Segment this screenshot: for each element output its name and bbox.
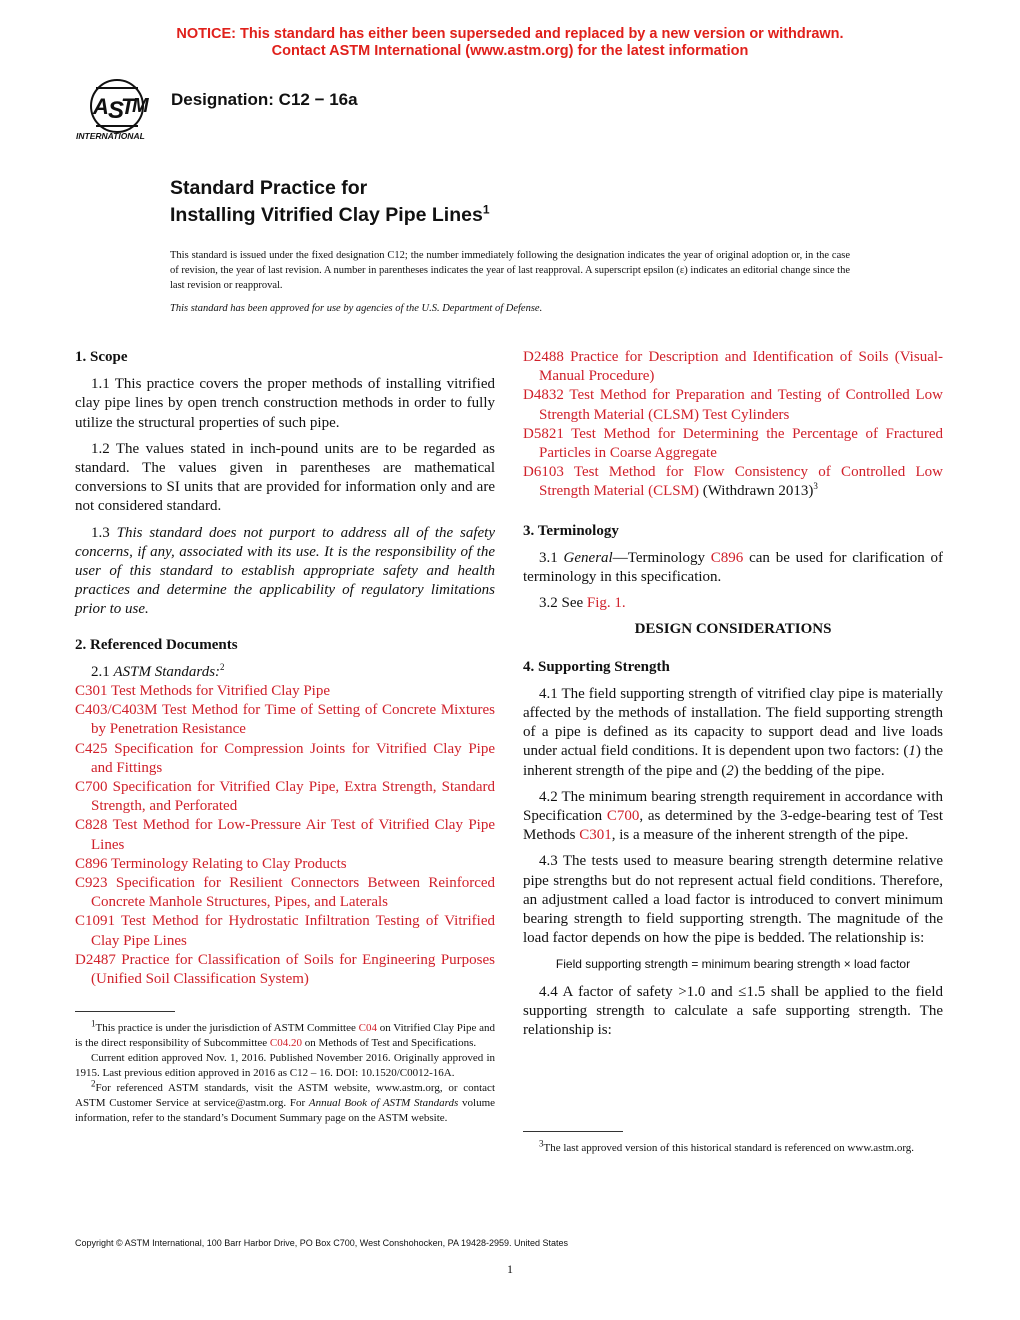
reference-item[interactable]: C700 Specification for Vitrified Clay Pipe, Extra Strength, Standard Strength, and Perforated (75, 779, 495, 815)
right-column (523, 348, 943, 1047)
astm-logo (74, 76, 160, 142)
svg-text:S: S (108, 97, 125, 124)
page-number: 1 (507, 1262, 513, 1276)
title-footnote-marker: 1 (482, 202, 490, 217)
notice-line-2: Contact ASTM International (www.astm.org) for the latest information (271, 43, 749, 59)
reference-item[interactable]: D5821 Test Method for Determining the Percentage of Fractured Particles in Coarse Aggregate (523, 425, 943, 462)
reference-item[interactable]: C425 Specification for Compression Joints for Vitrified Clay Pipe and Fittings (75, 740, 495, 776)
issued-statement: This standard is issued under the fixed designation C12; the number immediately following the designation indicates the year of original adoption or, in the case of revision, the year of last revision. A number in parentheses indicates the year of last reapproval. A superscript epsilon (ε) indicates an editorial change since the last revision or reapproval. (170, 250, 850, 291)
para-4-2: 4.2 The minimum bearing strength requirement in accordance with Specification C700, as determined by the 3-edge-bearing test of Test Methods C301, is a measure of the inherent strength of the pipe. (523, 788, 943, 844)
para-2-1: 2.1 ASTM Standards:$^2$ (91, 661, 225, 680)
svg-text:INTERNATIONAL: INTERNATIONAL (76, 131, 145, 141)
footnote-1: $^1$This practice is under the jurisdiction of ASTM Committee C04 on Vitrified Clay Pipe and is the direct responsibility of Subcommittee C04.20 on Methods of Test and Specifications. (75, 1018, 495, 1049)
title-line-1: Standard Practice for (170, 177, 368, 199)
svg-text:T: T (121, 94, 135, 119)
footnote-1-edition: Current edition approved Nov. 1, 2016. Published November 2016. Originally approved in 1915. Last previous edition approved in 2016 as C12 – 16. DOI: 10.1520/C0012-16A. (75, 1052, 495, 1079)
footnote-3: $^3$The last approved version of this historical standard is referenced on www.astm.org. (539, 1138, 915, 1154)
load-factor-formula: Field supporting strength = minimum bearing strength × load factor (555, 957, 911, 972)
reference-item[interactable]: C301 Test Methods for Vitrified Clay Pipe (75, 683, 330, 700)
link-c04-20[interactable]: C04.20 (269, 1037, 303, 1049)
reference-item[interactable]: D4832 Test Method for Preparation and Testing of Controlled Low Strength Material (CLSM) Test Cylinders (523, 387, 943, 423)
section-1-heading: 1. Scope (75, 349, 128, 365)
reference-item[interactable]: C923 Specification for Resilient Connectors Between Reinforced Concrete Manhole Structures, Pipes, and Laterals (75, 875, 496, 911)
link-c301[interactable]: C301 (579, 827, 612, 844)
superseded-notice (0, 26, 1020, 60)
copyright-line: Copyright © ASTM International, 100 Barr Harbor Drive, PO Box C700, West Conshohocken, PA 19428-2959. United States (75, 1238, 569, 1248)
reference-item[interactable]: C1091 Test Method for Hydrostatic Infiltration Testing of Vitrified Clay Pipe Lines (75, 913, 496, 949)
para-4-1: 4.1 The field supporting strength of vitrified clay pipe is materially affected by the methods of installation. The field supporting strength of a pipe is defined as its capacity to support dead and live loads under actual field conditions. It is dependent upon two factors: (1) the inherent strength of the pipe and (2) the bedding of the pipe. (523, 685, 943, 779)
para-4-3: 4.3 The tests used to measure bearing strength determine relative pipe strengths but do not represent actual field conditions. Therefore, an adjustment called a load factor is introduced to convert minimum bearing strength to field supporting strength. The magnitude of the load factor depends on how the pipe is bedded. The relationship is: (523, 853, 943, 947)
para-3-1: 3.1 General—Terminology C896 can be used for clarification of terminology in this specification. (523, 549, 943, 586)
designation: Designation: C12 − 16a (171, 90, 358, 109)
svg-text:M: M (132, 95, 149, 117)
para-1-2: 1.2 The values stated in inch-pound units are to be regarded as standard. The values given in parentheses are mathematical conversions to SI units that are provided for information only and are not considered standard. (75, 440, 495, 515)
section-2-heading: 2. Referenced Documents (75, 636, 238, 653)
footnotes-left (75, 1018, 496, 1126)
reference-list-continued (523, 348, 943, 502)
reference-item[interactable]: C403/C403M Test Method for Time of Setting of Concrete Mixtures by Penetration Resistance (75, 702, 495, 738)
footnote-2: $^2$For referenced ASTM standards, visit the ASTM website, www.astm.org, or contact ASTM Customer Service at service@astm.org. For Annual Book of ASTM Standards volume information, refer to the standard’s Document Summary page on the ASTM website. (75, 1078, 496, 1124)
reference-item[interactable]: C896 Terminology Relating to Clay Products (75, 855, 347, 872)
para-3-2: 3.2 See Fig. 1. (539, 595, 626, 612)
footnote-rule-right (523, 1131, 623, 1132)
para-1-3: 1.3 This standard does not purport to address all of the safety concerns, if any, associated with its use. It is the responsibility of the user of this standard to establish appropriate safety and health practices and determine the applicability of regulatory limitations prior to use. (75, 524, 496, 618)
footnote-rule-left (75, 1011, 175, 1012)
link-c700[interactable]: C700 (606, 808, 640, 825)
link-c896[interactable]: C896 (710, 549, 744, 566)
document-title (170, 175, 490, 229)
reference-item[interactable]: D2488 Practice for Description and Identification of Soils (Visual-Manual Procedure) (523, 349, 944, 385)
design-considerations-heading: DESIGN CONSIDERATIONS (634, 621, 832, 638)
dod-approval: This standard has been approved for use by agencies of the U.S. Department of Defense. (170, 303, 543, 314)
reference-list (75, 682, 495, 989)
link-c04[interactable]: C04 (358, 1022, 377, 1034)
para-4-4: 4.4 A factor of safety >1.0 and ≤1.5 shall be applied to the field supporting strength to calculate a safe supporting strength. The relationship is: (523, 983, 943, 1039)
notice-line-1: NOTICE: This standard has either been superseded and replaced by a new version or withdrawn. (176, 26, 844, 42)
reference-item[interactable]: C828 Test Method for Low-Pressure Air Test of Vitrified Clay Pipe Lines (75, 817, 496, 853)
reference-item[interactable]: D6103 Test Method for Flow Consistency of Controlled Low Strength Material (CLSM) (Withdrawn 2013)$^3$ (523, 464, 943, 500)
link-fig-1[interactable]: Fig. 1. (586, 595, 626, 612)
section-3-heading: 3. Terminology (523, 522, 619, 539)
left-column (75, 348, 495, 989)
title-line-2: Installing Vitrified Clay Pipe Lines$^1$ (170, 202, 490, 226)
section-4-heading: 4. Supporting Strength (523, 658, 670, 675)
reference-item[interactable]: D2487 Practice for Classification of Soils for Engineering Purposes (Unified Soil Classification System) (75, 951, 496, 988)
para-1-1: 1.1 This practice covers the proper methods of installing vitrified clay pipe lines by open trench construction methods in order to fully utilize the structural properties of such pipe. (75, 376, 495, 431)
svg-text:A: A (93, 94, 109, 119)
